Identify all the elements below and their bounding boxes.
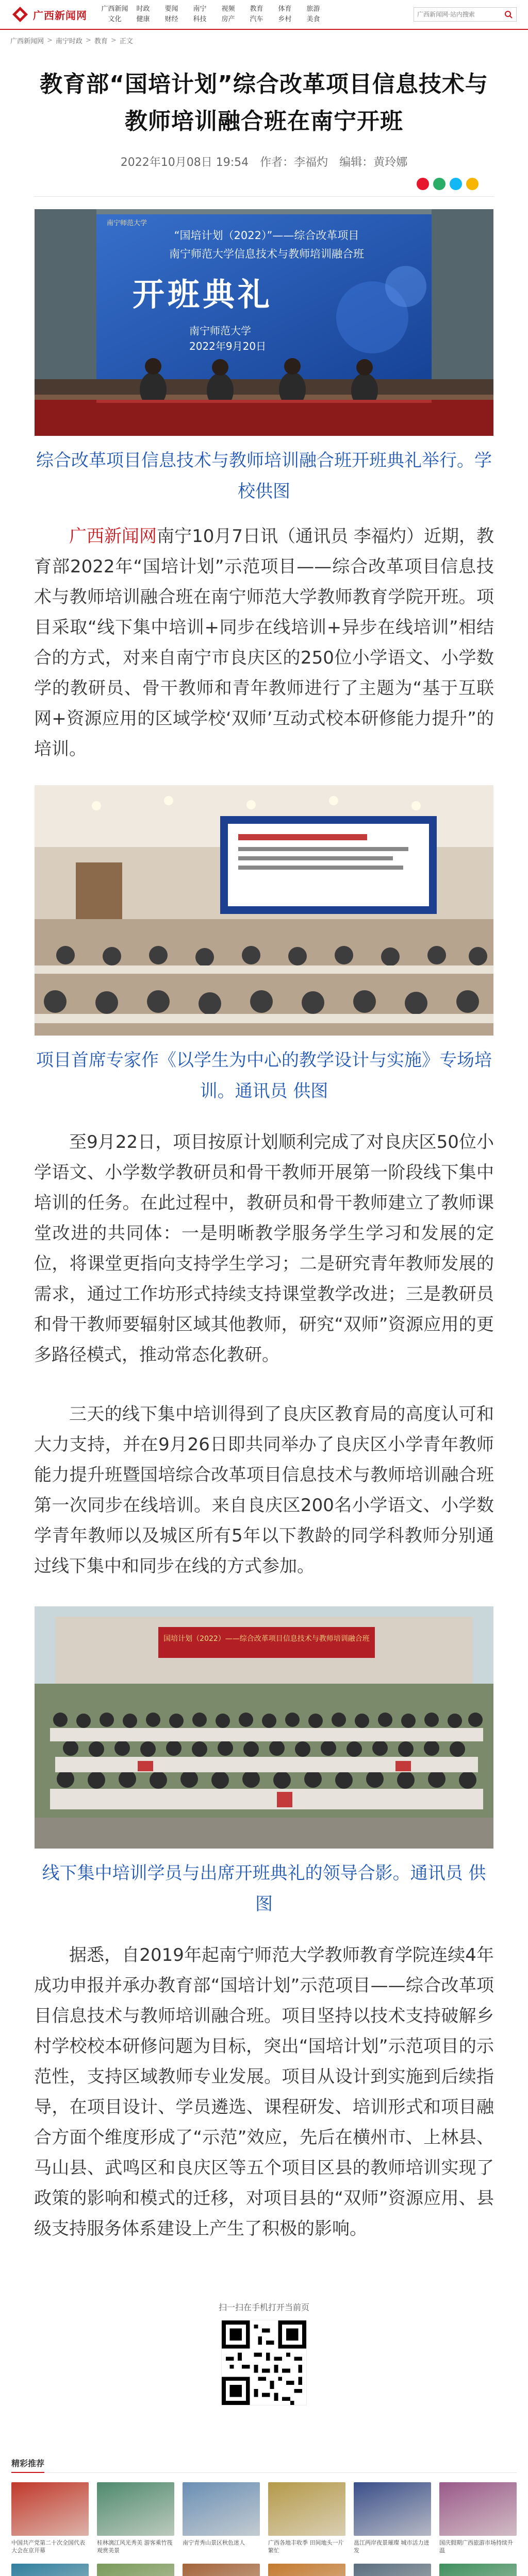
publish-date: 2022年10月08日 19:54 [120, 156, 249, 169]
recommended-thumbnail[interactable] [268, 2482, 345, 2536]
nav-item[interactable]: 汽车 [250, 15, 263, 23]
breadcrumb-separator: > [85, 36, 91, 44]
article-editor: 编辑：黄玲娜 [339, 156, 408, 169]
article-meta [34, 154, 494, 170]
recommended-item[interactable] [439, 2482, 517, 2554]
divider [11, 2472, 517, 2473]
article-paragraph: 据悉，自2019年起南宁师范大学教师教育学院连续4年成功申报并承办教育部“国培计划”示范项目——综合改革项目信息技术与教师培训融合班。项目坚持以技术支持破解乡村学校校本研修问题为目标，突出“国培计划”示范项目的示范性，支持区域教师专业发展。项目从设计到实施到后续指导，在项目设计、学员遴选、课程研发、培训形式和项目融合方面个维度形成了“示范”效应，先后在横州市、上林县、马山县、武鸣区和良庆区等五个项目区县的教师培训实现了政策的影响和模式的迁移，对项目县的“双师”资源应用、县级支持服务体系建设上产生了积极的影响。 [34, 1945, 494, 2239]
recommended-thumbnail[interactable] [354, 2564, 431, 2576]
group-photo [35, 1606, 493, 1849]
nav-item[interactable]: 美食 [306, 15, 320, 23]
photo-caption: 线下集中培训学员与出席开班典礼的领导合影。通讯员 供图 [42, 1863, 486, 1914]
recommended-caption[interactable]: 国庆假期广西旅游市场持续升温 [439, 2539, 513, 2554]
recommended-thumbnail[interactable] [183, 2482, 260, 2536]
qzone-share-icon[interactable] [466, 178, 478, 190]
share-bar [34, 178, 478, 190]
article-paragraph: 三天的线下集中培训得到了良庆区教育局的高度认可和大力支持，并在9月26日即共同举办了良庆区小学青年教师能力提升班暨国培综合改革项目信息技术与教师培训融合班第一次同步在线培训。来自良庆区200名小学语文、小学数学青年教师以及城区所有5年以下教龄的同学科教师分别通过线下集中和同步在线的方式参加。 [34, 1404, 494, 1577]
breadcrumb-link[interactable]: 教育 [94, 37, 108, 45]
nav-item[interactable]: 财经 [164, 15, 178, 23]
recommended-item[interactable] [183, 2564, 260, 2576]
banner-big-text: 开班典礼 [133, 276, 273, 313]
nav-item[interactable]: 科技 [193, 15, 207, 23]
article [0, 66, 528, 2244]
recommended-thumbnail[interactable] [354, 2482, 431, 2536]
paragraph-text: 南宁10月7日讯（通讯员 李福灼）近期，教育部2022年“国培计划”示范项目——综合改革项目信息技术与教师培训融合班在南宁师范大学教师教育学院开班。项目采取“线下集中培训+同步在线培训+异步在线培训”相结合的方式，对来自南宁市良庆区的250位小学语文、小学数学的教研员、骨干教师和青年教师进行了主题为“基于互联网+资源应用的区域学校‘双师’互动式校本研修能力提升”的培训。 [34, 526, 494, 759]
recommended-caption[interactable]: 桂林漓江风光秀美 游客乘竹筏观赏美景 [97, 2539, 173, 2554]
recommended-heading: 精彩推荐 [11, 2457, 44, 2473]
recommended-caption[interactable]: 邕江两岸夜景璀璨 城市活力迸发 [354, 2539, 430, 2554]
nav-item[interactable]: 南宁 [193, 5, 207, 13]
lecture-hall-photo [35, 785, 493, 1036]
recommended-item[interactable] [268, 2564, 345, 2576]
breadcrumb-home[interactable]: 广西新闻网 [10, 37, 44, 45]
recommended-thumbnail[interactable] [11, 2564, 89, 2576]
breadcrumb-link[interactable]: 南宁时政 [55, 37, 82, 45]
school-logo: 南宁师范大学 [107, 219, 147, 227]
recommended-caption[interactable]: 广西各地丰收季 田间地头一片繁忙 [268, 2539, 344, 2554]
banner-org: 南宁师范大学 [189, 325, 251, 337]
breadcrumb-current: 正文 [119, 37, 133, 45]
article-author: 作者：李福灼 [260, 156, 328, 169]
recommended-item[interactable] [11, 2482, 89, 2554]
logo-text: 广西新闻网 [33, 9, 87, 22]
banner-title-line2: 南宁师范大学信息技术与教师培训融合班 [169, 248, 364, 260]
nav-item[interactable]: 健康 [136, 15, 150, 23]
recommended-item[interactable] [354, 2564, 431, 2576]
nav-item[interactable]: 教育 [250, 5, 263, 13]
recommended-thumbnail[interactable] [97, 2482, 174, 2536]
recommended-item[interactable] [183, 2482, 260, 2554]
main-nav [101, 4, 327, 25]
recommended-item[interactable] [97, 2482, 174, 2554]
weibo-share-icon[interactable] [417, 178, 429, 190]
qr-code [221, 2320, 307, 2405]
search-icon[interactable] [501, 8, 516, 21]
recommended-thumbnail[interactable] [439, 2564, 517, 2576]
site-header [0, 0, 528, 30]
qr-label: 扫一扫在手机打开当前页 [218, 2302, 309, 2312]
site-search [414, 7, 517, 22]
nav-item[interactable]: 视频 [221, 5, 235, 13]
recommended-section [0, 2457, 528, 2576]
nav-item[interactable]: 广西新闻 [101, 5, 128, 13]
logo-diamond-icon [11, 6, 29, 23]
banner-title-line1: “国培计划（2022）”——综合改革项目 [174, 229, 359, 242]
breadcrumb-separator: > [47, 36, 53, 44]
recommended-thumbnail[interactable] [439, 2482, 517, 2536]
photo-caption: 综合改革项目信息技术与教师培训融合班开班典礼举行。学校供图 [36, 450, 492, 502]
search-input[interactable] [414, 8, 501, 21]
breadcrumb-separator: > [110, 36, 117, 44]
recommended-item[interactable] [97, 2564, 174, 2576]
article-title: 教育部“国培计划”综合改革项目信息技术与教师培训融合班在南宁开班 [40, 71, 488, 134]
nav-item[interactable]: 房产 [221, 15, 235, 23]
recommended-thumbnail[interactable] [268, 2564, 345, 2576]
recommended-grid [11, 2482, 517, 2576]
opening-ceremony-photo [35, 209, 493, 436]
group-photo-banner: 国培计划（2022）——综合改革项目信息技术与教师培训融合班 [163, 1635, 370, 1643]
nav-item[interactable]: 文化 [108, 15, 122, 23]
recommended-item[interactable] [354, 2482, 431, 2554]
nav-item[interactable]: 旅游 [306, 5, 320, 13]
news-source[interactable]: 广西新闻网 [69, 526, 157, 547]
qq-share-icon[interactable] [450, 178, 462, 190]
nav-item[interactable]: 乡村 [278, 15, 292, 23]
recommended-caption[interactable]: 南宁青秀山景区秋色迷人 [183, 2539, 245, 2546]
recommended-thumbnail[interactable] [183, 2564, 260, 2576]
article-paragraph [34, 521, 494, 765]
qr-section [0, 2301, 528, 2405]
nav-item[interactable]: 时政 [136, 5, 150, 13]
divider [34, 196, 494, 197]
recommended-item[interactable] [268, 2482, 345, 2554]
wechat-share-icon[interactable] [433, 178, 446, 190]
recommended-item[interactable] [439, 2564, 517, 2576]
breadcrumb [0, 30, 528, 50]
site-logo[interactable] [11, 6, 87, 23]
recommended-thumbnail[interactable] [97, 2564, 174, 2576]
photo-caption: 项目首席专家作《以学生为中心的教学设计与实施》专场培训。通讯员 供图 [36, 1050, 492, 1101]
recommended-item[interactable] [11, 2564, 89, 2576]
nav-item[interactable]: 要闻 [164, 5, 178, 13]
banner-date: 2022年9月20日 [189, 340, 267, 352]
recommended-thumbnail[interactable] [11, 2482, 89, 2536]
article-paragraph: 至9月22日，项目按原计划顺利完成了对良庆区50位小学语文、小学数学教研员和骨干教师开展第一阶段线下集中培训的任务。在此过程中，教研员和骨干教师建立了教师课堂改进的共同体：一是明晰教学服务学生学习和发展的定位，将课堂更指向支持学生学习；二是研究青年教师发展的需求，通过工作坊形式持续支持课堂教学改进；三是教研员和骨干教师要辐射区域其他教师，研究“双师”资源应用的更多路径模式，推动常态化教研。 [34, 1132, 494, 1365]
nav-item[interactable]: 体育 [278, 5, 292, 13]
recommended-caption[interactable]: 中国共产党第二十次全国代表大会在京开幕 [11, 2539, 85, 2554]
